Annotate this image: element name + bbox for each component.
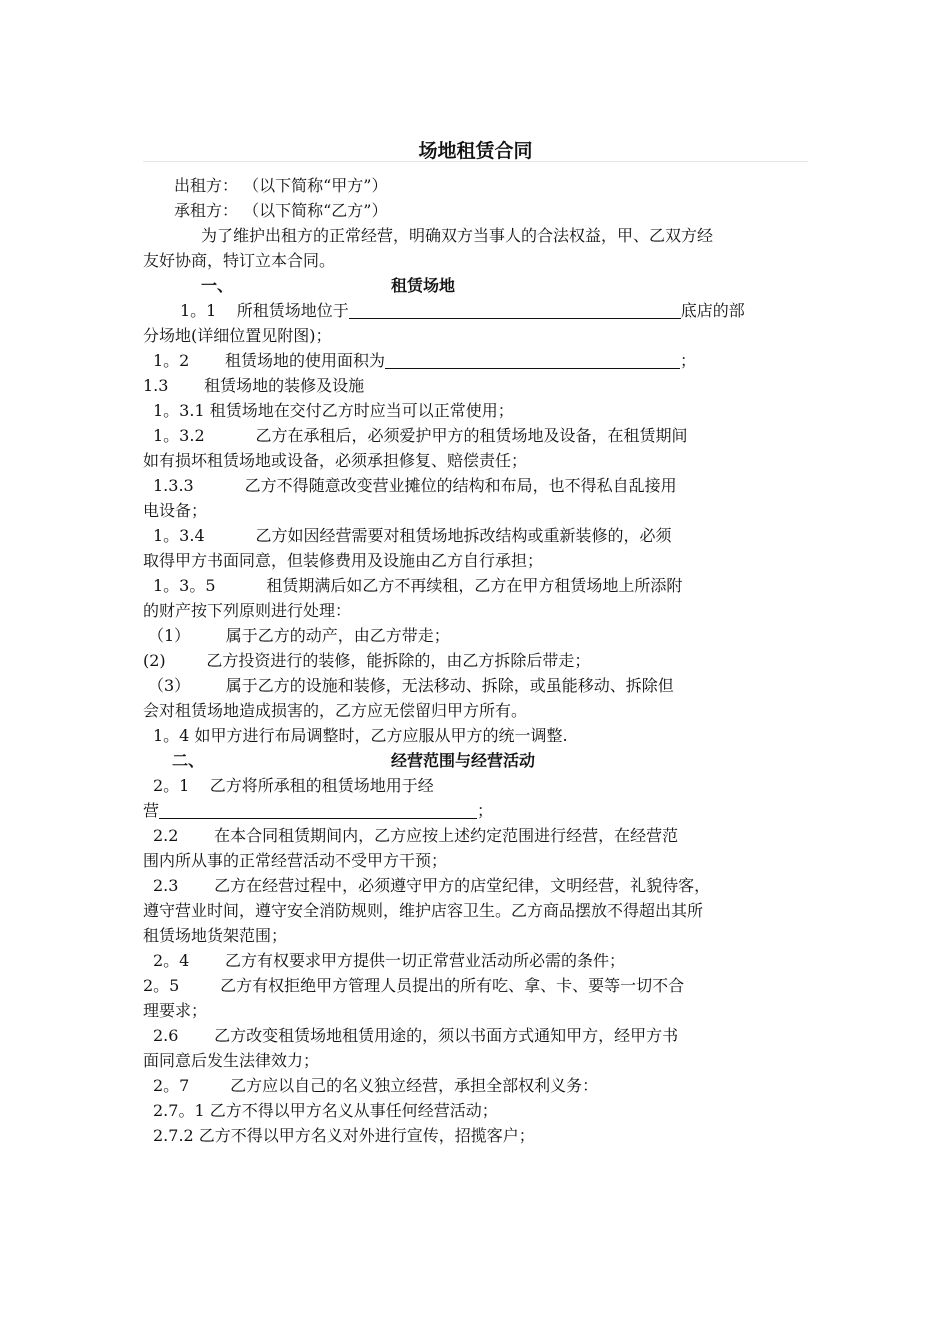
clause-number: 1。3.4 (153, 526, 205, 545)
clause-number: 2。4 (153, 951, 190, 970)
clause-number: 1。3。5 (153, 576, 216, 595)
clause-line (153, 826, 678, 846)
section-title: 租赁场地 (391, 276, 456, 295)
clause-text: 乙方应以自己的名义独立经营，承担全部权利义务： (230, 1076, 599, 1095)
clause-line (153, 526, 672, 546)
document-title: 场地租赁合同 (418, 140, 533, 162)
section-title: 经营范围与经营活动 (391, 751, 536, 770)
clause-line (180, 301, 745, 321)
clause-number: 1.3 (143, 376, 169, 395)
clause-text: 乙方投资进行的装修，能拆除的，由乙方拆除后带走； (206, 651, 591, 670)
clause-number: （3） (148, 676, 191, 695)
clause-line: 理要求； (143, 1001, 208, 1020)
clause-text: 乙方在经营过程中，必须遵守甲方的店堂纪律，文明经营，礼貌待客， (214, 876, 711, 895)
clause-line: 1。4 如甲方进行布局调整时，乙方应服从甲方的统一调整. (153, 726, 568, 745)
clause-line: 围内所从事的正常经营活动不受甲方干预； (143, 851, 448, 870)
clause-line (153, 426, 688, 446)
clause-text: 乙方如因经营需要对租赁场地拆改结构或重新装修的，必须 (255, 526, 672, 545)
clause-text: ； (477, 801, 494, 820)
fill-blank (349, 302, 681, 319)
clause-line: 2.7。1 乙方不得以甲方名义从事任何经营活动； (153, 1101, 498, 1120)
clause-text: 所租赁场地位于 (236, 301, 349, 320)
clause-text: 在本合同租赁期间内，乙方应按上述约定范围进行经营，在经营范 (214, 826, 679, 845)
clause-line: 租赁场地货架范围； (143, 926, 288, 945)
title-divider (143, 161, 808, 162)
fill-blank (385, 352, 680, 369)
clause-number: 2。7 (153, 1076, 190, 1095)
fill-blank (159, 802, 477, 819)
clause-line: 2.7.2 乙方不得以甲方名义对外进行宣传，招揽客户； (153, 1126, 535, 1145)
clause-line: 电设备； (143, 501, 208, 520)
clause-text: 属于乙方的设施和装修，无法移动、拆除，或虽能移动、拆除但 (225, 676, 674, 695)
clause-number: 2。1 (153, 776, 190, 795)
clause-text: 租赁期满后如乙方不再续租，乙方在甲方租赁场地上所添附 (266, 576, 683, 595)
clause-line (153, 951, 625, 971)
clause-line (143, 976, 684, 996)
clause-number: (2) (143, 651, 166, 670)
clause-text: 乙方在承租后，必须爱护甲方的租赁场地及设备，在租赁期间 (255, 426, 688, 445)
clause-line (153, 1076, 598, 1096)
clause-line: 面同意后发生法律效力； (143, 1051, 320, 1070)
clause-line (153, 776, 434, 796)
clause-number: 1。2 (153, 351, 190, 370)
intro-line: 为了维护出租方的正常经营，明确双方当事人的合法权益，甲、乙双方经 (201, 226, 714, 245)
clause-line (153, 1026, 678, 1046)
clause-text: 属于乙方的动产，由乙方带走； (225, 626, 450, 645)
clause-line (153, 476, 677, 496)
clause-text: 乙方改变租赁场地租赁用途的，须以书面方式通知甲方，经甲方书 (214, 1026, 679, 1045)
section-number: 一、 (201, 276, 234, 295)
clause-line (148, 676, 674, 696)
clause-number: 1.3.3 (153, 476, 194, 495)
party-lessee: 承租方： （以下简称“乙方”） (174, 201, 388, 220)
clause-line: 的财产按下列原则进行处理： (143, 601, 352, 620)
party-lessor: 出租方： （以下简称“甲方”） (174, 176, 388, 195)
clause-line: 如有损坏租赁场地或设备，必须承担修复、赔偿责任； (143, 451, 528, 470)
clause-text: ； (680, 351, 697, 370)
clause-text: 营 (143, 801, 160, 820)
clause-text: 乙方不得随意改变营业摊位的结构和布局，也不得私自乱接用 (244, 476, 677, 495)
clause-line (153, 351, 696, 371)
clause-line (143, 801, 493, 821)
clause-line: 取得甲方书面同意，但装修费用及设施由乙方自行承担； (143, 551, 544, 570)
document-page (143, 0, 808, 1344)
clause-line (148, 626, 450, 646)
clause-number: 1。1 (180, 301, 217, 320)
clause-text: 乙方有权要求甲方提供一切正常营业活动所必需的条件； (224, 951, 625, 970)
clause-number: 2.2 (153, 826, 179, 845)
clause-text: 底店的部 (680, 301, 745, 320)
intro-line: 友好协商，特订立本合同。 (143, 251, 336, 270)
clause-line (143, 651, 590, 671)
clause-number: 2。5 (143, 976, 180, 995)
clause-number: 1。3.2 (153, 426, 205, 445)
clause-text: 乙方有权拒绝甲方管理人员提出的所有吃、拿、卡、要等一切不合 (220, 976, 685, 995)
clause-text: 乙方将所承租的租赁场地用于经 (209, 776, 434, 795)
clause-number: 2.3 (153, 876, 179, 895)
clause-line: 遵守营业时间，遵守安全消防规则，维护店容卫生。乙方商品摆放不得超出其所 (143, 901, 704, 920)
clause-text: 租赁场地的装修及设施 (204, 376, 365, 395)
clause-line (143, 376, 364, 396)
clause-number: （1） (148, 626, 191, 645)
clause-line (153, 876, 710, 896)
clause-number: 2.6 (153, 1026, 179, 1045)
clause-line: 1。3.1 租赁场地在交付乙方时应当可以正常使用； (153, 401, 514, 420)
clause-line: 分场地(详细位置见附图)； (143, 326, 332, 345)
clause-text: 租赁场地的使用面积为 (224, 351, 385, 370)
clause-line: 会对租赁场地造成损害的，乙方应无偿留归甲方所有。 (143, 701, 528, 720)
section-number: 二、 (172, 751, 205, 770)
clause-line (153, 576, 682, 596)
